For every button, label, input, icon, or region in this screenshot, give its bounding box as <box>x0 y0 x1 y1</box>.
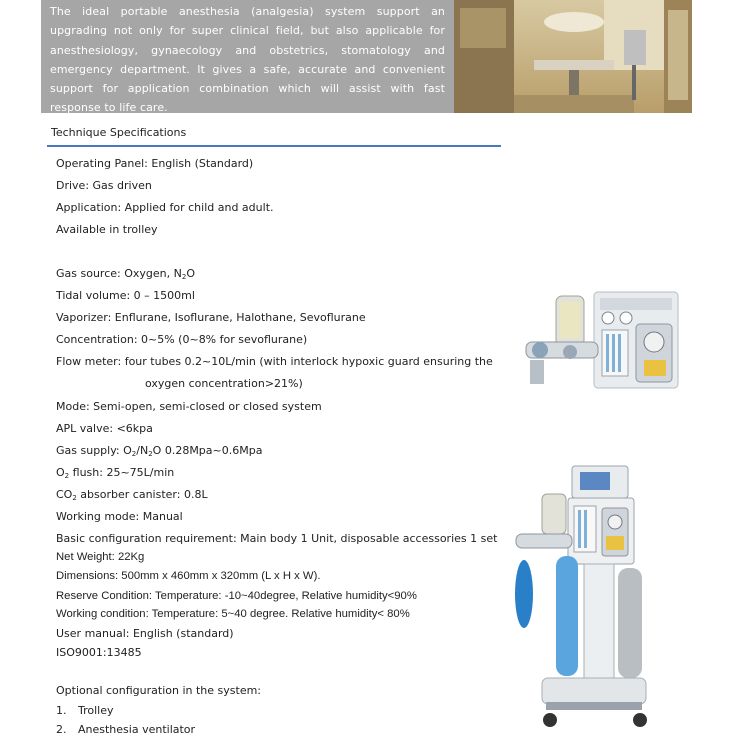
section-title: Technique Specifications <box>51 126 187 139</box>
spec-flow-meter: Flow meter: four tubes 0.2~10L/min (with interlock hypoxic guard ensuring the <box>56 355 493 368</box>
portable-anesthesia-unit-image <box>508 288 684 398</box>
banner-description: The ideal portable anesthesia (analgesia) system support an upgrading not only for super clinical field, but also applicable for anesthesiology, gynaecology and obstetrics, stomatology and emergency department. It gives a safe, accurate and convenient support for application combination which will assist with fast response to life care. <box>50 5 445 115</box>
spec-gas-supply: Gas supply: $O_2/N_2O$ 0.28Mpa~0.6Mpa <box>56 444 263 458</box>
spec-trolley: Available in trolley <box>56 223 158 236</box>
trolley-anesthesia-machine-image <box>512 464 662 734</box>
spec-dimensions: Dimensions: 500mm x 460mm x 320mm (L x H x W). <box>56 570 321 582</box>
optional-item: 1. Trolley <box>56 704 114 717</box>
spec-working-condition: Working condition: Temperature: 5~40 degree. Relative humidity< 80% <box>56 608 410 620</box>
operating-room-photo <box>454 0 692 113</box>
spec-user-manual: User manual: English (standard) <box>56 627 234 640</box>
spec-co2-absorber: $CO_2$ absorber canister: 0.8L <box>56 488 208 502</box>
spec-basic-config: Basic configuration requirement: Main body 1 Unit, disposable accessories 1 set <box>56 532 498 545</box>
spec-net-weight: Net Weight: 22Kg <box>56 551 145 563</box>
spec-mode: Mode: Semi-open, semi-closed or closed system <box>56 400 322 413</box>
optional-item: 2. Anesthesia ventilator <box>56 723 196 736</box>
spec-concentration: Concentration: 0~5% (0~8% for sevoflurane) <box>56 333 308 346</box>
spec-working-mode: Working mode: Manual <box>56 510 183 523</box>
spec-flow-meter-cont: oxygen concentration>21%) <box>145 377 303 390</box>
spec-vaporizer: Vaporizer: Enflurane, Isoflurane, Halothane, Sevoflurane <box>56 311 366 324</box>
spec-o2-flush: $O_2$ flush: 25~75L/min <box>56 466 175 480</box>
header-banner <box>41 0 692 113</box>
spec-gas-source: Gas source: Oxygen, $N_2O$ <box>56 267 195 281</box>
spec-iso: ISO9001:13485 <box>56 646 142 659</box>
section-divider <box>47 145 501 147</box>
optional-title: Optional configuration in the system: <box>56 684 262 697</box>
spec-apl-valve: APL valve: <6kpa <box>56 422 153 435</box>
spec-operating-panel: Operating Panel: English (Standard) <box>56 157 254 170</box>
spec-reserve-condition: Reserve Condition: Temperature: -10~40degree, Relative humidity<90% <box>56 590 417 602</box>
spec-tidal-volume: Tidal volume: 0 – 1500ml <box>56 289 195 302</box>
spec-drive: Drive: Gas driven <box>56 179 152 192</box>
spec-application: Application: Applied for child and adult. <box>56 201 274 214</box>
